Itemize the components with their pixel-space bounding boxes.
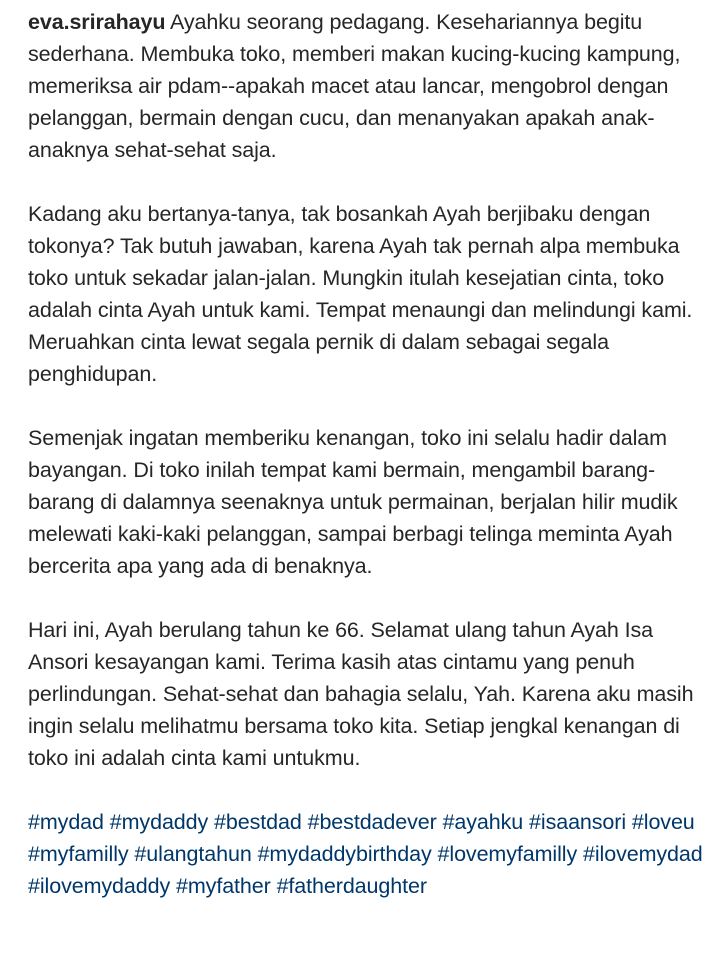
hashtag-link[interactable]: #bestdad — [214, 810, 302, 834]
post-caption — [28, 6, 704, 902]
username-link[interactable]: eva.srirahayu — [28, 10, 166, 34]
hashtag-link[interactable]: #fatherdaughter — [276, 874, 427, 898]
hashtag-link[interactable]: #loveu — [631, 810, 695, 834]
hashtag-link[interactable]: #ayahku — [442, 810, 524, 834]
hashtag-link[interactable]: #mydad — [28, 810, 104, 834]
hashtag-link[interactable]: #ulangtahun — [134, 842, 252, 866]
caption-paragraph-3: Semenjak ingatan memberiku kenangan, toko ini selalu hadir dalam bayangan. Di toko inilah tempat kami bermain, mengambil barang-barang di dalamnya seenaknya untuk permainan, berjalan hilir mudik melewati kaki-kaki pelanggan, sampai berbagi telinga meminta Ayah bercerita apa yang ada di benaknya. — [28, 426, 678, 578]
hashtag-link[interactable]: #mydaddy — [109, 810, 209, 834]
hashtag-link[interactable]: #isaansori — [529, 810, 627, 834]
hashtag-link[interactable]: #myfamilly — [28, 842, 129, 866]
hashtag-link[interactable]: #bestdadever — [307, 810, 437, 834]
hashtag-link[interactable]: #ilovemydaddy — [28, 874, 171, 898]
caption-paragraph-4: Hari ini, Ayah berulang tahun ke 66. Selamat ulang tahun Ayah Isa Ansori kesayangan kami. Terima kasih atas cintamu yang penuh perlindungan. Sehat-sehat dan bahagia selalu, Yah. Karena aku masih ingin selalu melihatmu bersama toko kita. Setiap jengkal kenangan di toko ini adalah cinta kami untukmu. — [28, 618, 694, 770]
caption-paragraph-2: Kadang aku bertanya-tanya, tak bosankah Ayah berjibaku dengan tokonya? Tak butuh jawaban, karena Ayah tak pernah alpa membuka toko untuk sekadar jalan-jalan. Mungkin itulah kesejatian cinta, toko adalah cinta Ayah untuk kami. Tempat menaungi dan melindungi kami. Meruahkan cinta lewat segala pernik di dalam sebagai segala penghidupan. — [28, 202, 693, 386]
caption-paragraph-1 — [28, 6, 704, 166]
hashtag-link[interactable]: #mydaddybirthday — [257, 842, 432, 866]
hashtag-list — [28, 806, 704, 902]
caption-text-1: Ayahku seorang pedagang. Kesehariannya begitu sederhana. Membuka toko, memberi makan kucing-kucing kampung, memeriksa air pdam--apakah macet atau lancar, mengobrol dengan pelanggan, bermain dengan cucu, dan menanyakan apakah anak-anaknya sehat-sehat saja. — [28, 10, 681, 162]
hashtag-link[interactable]: #ilovemydad — [583, 842, 703, 866]
hashtag-link[interactable]: #lovemyfamilly — [437, 842, 578, 866]
hashtag-link[interactable]: #myfather — [176, 874, 271, 898]
